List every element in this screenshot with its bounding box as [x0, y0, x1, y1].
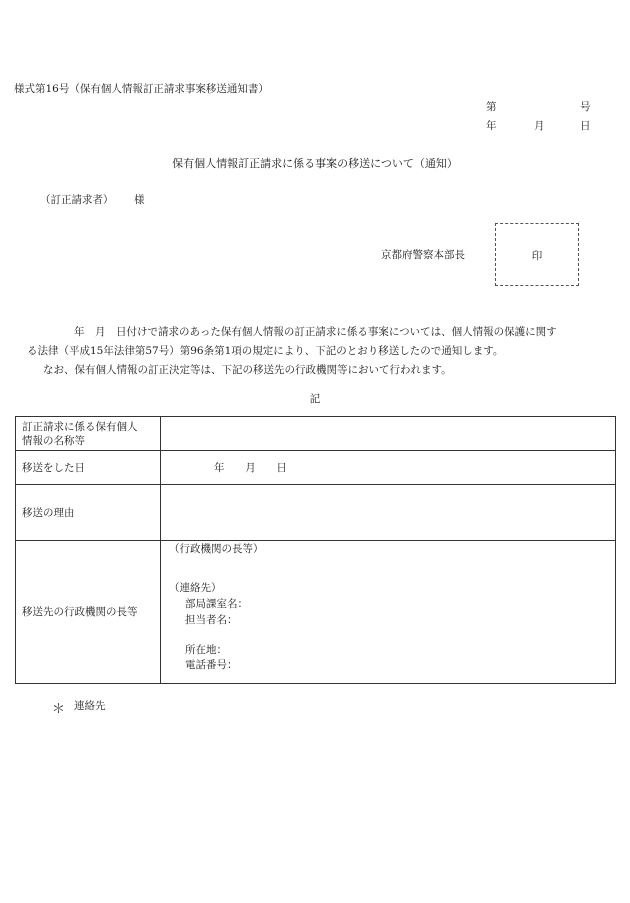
row-label-transfer-date: 移送をした日	[16, 451, 161, 485]
ki-heading: 記	[309, 393, 321, 405]
row-label-info-name	[16, 417, 161, 451]
table-row	[16, 451, 616, 485]
destination-department: 部局課室名：	[185, 598, 248, 611]
body-paragraph-2: なお、保有個人情報の訂正決定等は、下記の移送先の行政機関等において行われます。	[43, 364, 452, 376]
recipient-label: （訂正請求者）	[40, 194, 114, 206]
document-number-suffix: 号	[580, 101, 591, 113]
seal-label: 印	[531, 250, 543, 262]
details-table	[15, 416, 616, 684]
destination-contact: （連絡先）	[169, 582, 222, 595]
destination-address: 所在地：	[185, 644, 227, 657]
row-label-transfer-reason: 移送の理由	[16, 485, 161, 541]
body-paragraph-1-line-2: る法律（平成15年法律第57号）第96条第1項の規定により、下記のとおり移送したので通知します。	[27, 345, 504, 357]
destination-phone: 電話番号：	[185, 659, 238, 672]
row-label-transfer-destination: 移送先の行政機関の長等	[16, 541, 161, 684]
form-number: 様式第16号（保有個人情報訂正請求事案移送通知書）	[14, 83, 269, 95]
destination-person: 担当者名：	[185, 614, 238, 627]
destination-head: （行政機関の長等）	[169, 543, 264, 556]
date-month: 月	[534, 120, 545, 132]
transfer-date-month: 月	[245, 461, 256, 474]
row-value-transfer-reason[interactable]	[161, 485, 616, 541]
table-row	[16, 541, 616, 684]
transfer-date-day: 日	[276, 461, 287, 474]
table-row	[16, 485, 616, 541]
sender-name: 京都府警察本部長	[381, 249, 465, 261]
row-value-transfer-date[interactable]	[161, 451, 616, 485]
row-label-info-name-line-2: 情報の名称等	[22, 434, 85, 447]
note-star-icon: ＊	[52, 702, 66, 717]
date-day: 日	[580, 120, 591, 132]
row-value-info-name[interactable]	[161, 417, 616, 451]
row-value-transfer-destination[interactable]	[161, 541, 616, 684]
recipient-honorific: 様	[134, 194, 145, 206]
table-row	[16, 417, 616, 451]
document-number-prefix: 第	[486, 101, 497, 113]
transfer-date-year: 年	[214, 461, 225, 474]
row-label-info-name-line-1: 訂正請求に係る保有個人	[22, 420, 138, 433]
body-paragraph-1-line-1: 年 月 日付けで請求のあった保有個人情報の訂正請求に係る事案については、個人情報の保護に関す	[74, 326, 557, 338]
date-year: 年	[486, 120, 497, 132]
note-label: 連絡先	[74, 700, 106, 712]
document-title: 保有個人情報訂正請求に係る事案の移送について（通知）	[172, 157, 458, 170]
